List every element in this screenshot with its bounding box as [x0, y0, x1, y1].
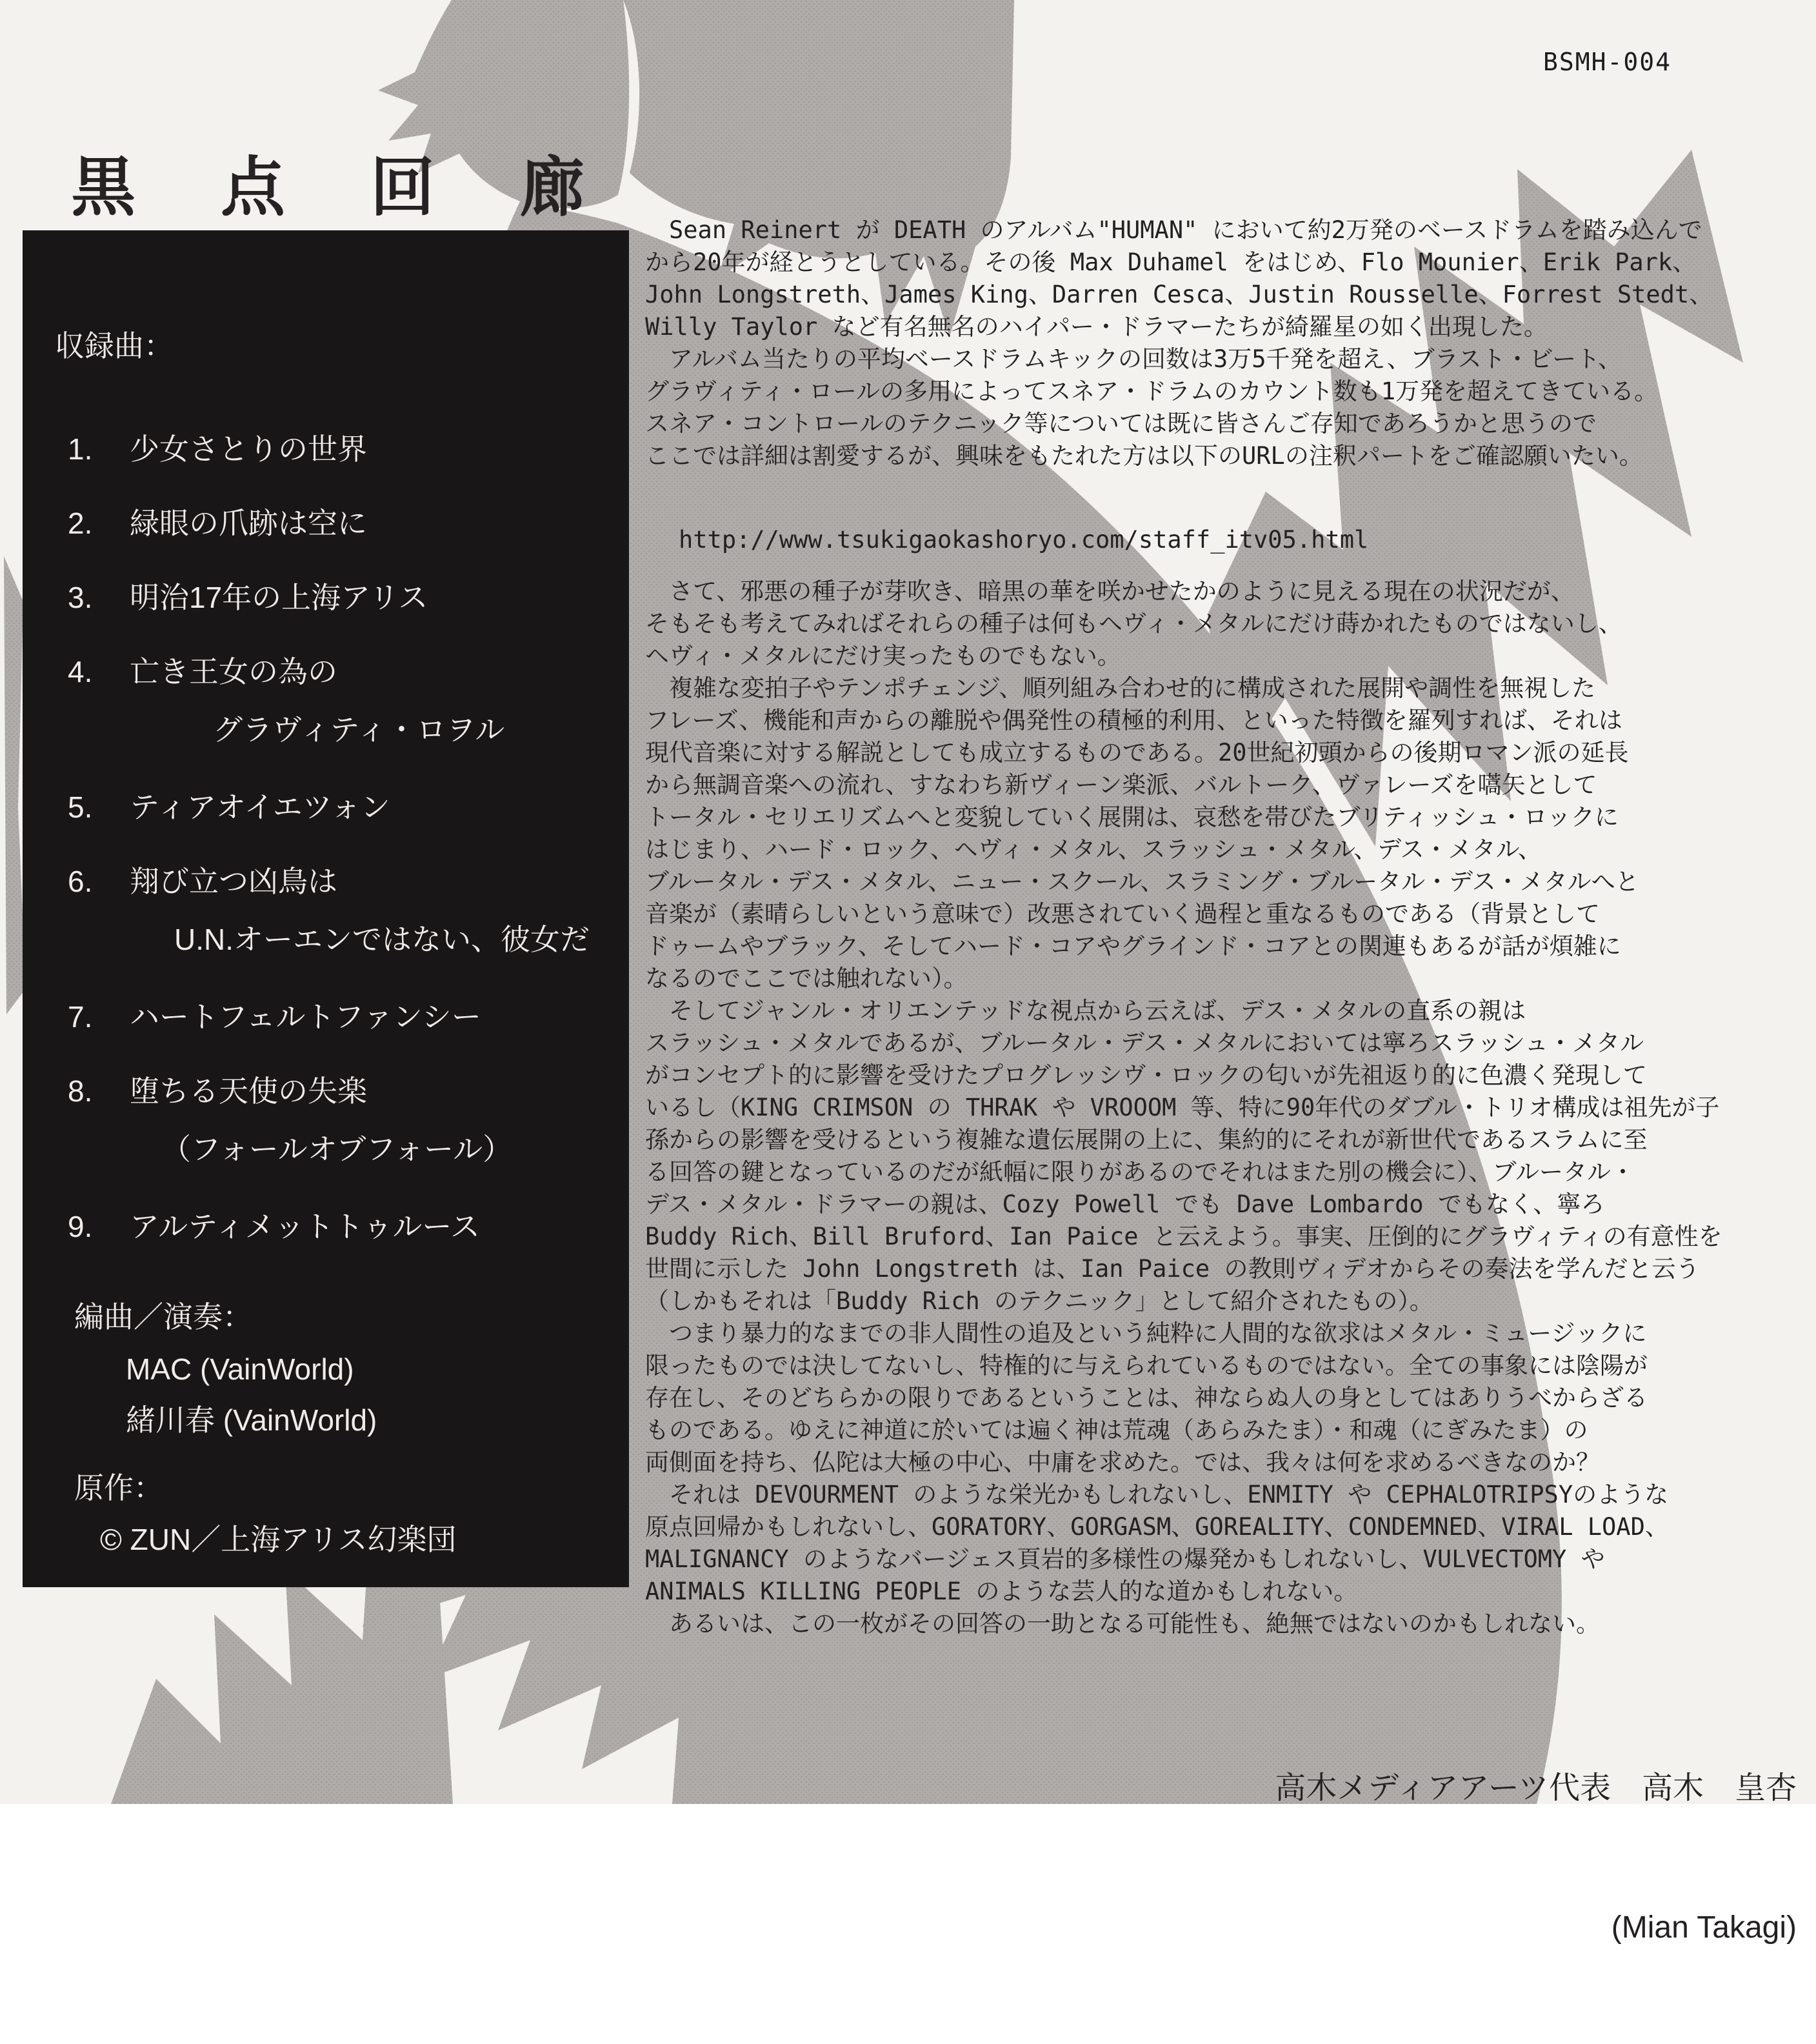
text-line: 原点回帰かもしれないし、GORATORY、GORGASM、GOREALITY、CONDEMNED、VIRAL LOAD、 — [645, 1513, 1669, 1541]
track-row — [68, 784, 390, 827]
text-line: いるし（KING CRIMSON の THRAK や VROOOM 等、特に90年代のダブル・トリオ構成は祖先が子 — [645, 1094, 1720, 1121]
text-line: グラヴィティ・ロールの多用によってスネア・ドラムのカウント数も1万発を超えてきている。 — [645, 377, 1658, 405]
text-line: 世間に示した John Longstreth は、Ian Paice の教則ヴィデオからその奏法を学んだと云う — [645, 1255, 1700, 1283]
reference-url: http://www.tsukigaokashoryo.com/staff_itv05.html — [679, 526, 1369, 554]
signature — [1275, 1672, 1797, 2044]
performer: 緒川春 (VainWorld) — [126, 1403, 377, 1437]
track-number: 8. — [68, 1074, 93, 1108]
text-line: （しかもそれは「Buddy Rich のテクニック」として紹介されたもの）。 — [645, 1287, 1433, 1315]
liner-notes-paragraph-1 — [645, 214, 1713, 472]
track-number: 3. — [68, 581, 93, 614]
track-row — [68, 574, 428, 617]
text-line: アルバム当たりの平均ベースドラムキックの回数は3万5千発を超え、ブラスト・ビート、 — [645, 345, 1622, 373]
track-row — [68, 426, 367, 468]
text-line: から20年が経とうとしている。その後 Max Duhamel をはじめ、Flo Mounier、Erik Park、 — [645, 248, 1697, 276]
tracklist-heading: 収録曲： — [55, 329, 174, 363]
track-row — [68, 1068, 367, 1110]
track-title: 堕ちる天使の失楽 — [130, 1074, 367, 1108]
track-number: 4. — [68, 655, 93, 688]
text-line: Buddy Rich、Bill Bruford、Ian Paice と云えよう。事実、圧倒的にグラヴィティの有意性を — [645, 1223, 1722, 1250]
track-number: 7. — [68, 1000, 93, 1034]
track-number: 9. — [68, 1210, 93, 1243]
album-title: 黒 点 回 廊 — [71, 152, 595, 224]
track-row — [68, 858, 337, 901]
track-title: 翔び立つ凶鳥は — [130, 865, 337, 898]
performer: MAC (VainWorld) — [126, 1352, 354, 1386]
tracklist-panel — [23, 230, 629, 1587]
track-number: 1. — [68, 432, 93, 466]
text-line: る回答の鍵となっているのだが紙幅に限りがあるのでそれはまた別の機会に）、ブルータル・ — [645, 1158, 1635, 1186]
text-line: あるいは、この一枚がその回答の一助となる可能性も、絶無ではないのかもしれない。 — [645, 1610, 1600, 1638]
text-line: 孫からの影響を受けるという複雑な遺伝展開の上に、集約的にそれが新世代であるスラムに至 — [645, 1126, 1648, 1154]
text-line: 限ったものでは決してないし、特権的に与えられているものではない。全ての事象には陰陽が — [645, 1352, 1648, 1379]
track-title: 緑眼の爪跡は空に — [130, 506, 367, 540]
track-title: ティアオイエツォン — [130, 790, 390, 824]
text-line: はじまり、ハード・ロック、ヘヴィ・メタル、スラッシュ・メタル、デス・メタル、 — [645, 836, 1542, 863]
signature-name-jp: 高木メディアアーツ代表 高木 皇杏 — [1275, 1771, 1797, 1805]
track-title-continuation: グラヴィティ・ロヲル — [213, 713, 505, 746]
original-work-credit: © ZUN／上海アリス幻楽団 — [100, 1523, 457, 1556]
track-row — [68, 648, 337, 691]
text-line: トータル・セリエリズムへと変貌していく展開は、哀愁を帯びたブリティッシュ・ロックに — [645, 803, 1619, 831]
text-line: 両側面を持ち、仏陀は大極の中心、中庸を求めた。では、我々は何を求めるべきなのか？ — [645, 1448, 1600, 1476]
text-line: さて、邪悪の種子が芽吹き、暗黒の華を咲かせたかのように見える現在の状況だが、 — [645, 577, 1575, 605]
text-line: MALIGNANCY のようなバージェス頁岩的多様性の爆発かもしれないし、VULVECTOMY や — [645, 1545, 1605, 1573]
text-line: ここでは詳細は割愛するが、興味をもたれた方は以下のURLの注釈パートをご確認願いたい。 — [645, 442, 1643, 470]
track-title-continuation: （フォールオブフォール） — [161, 1132, 513, 1166]
signature-name-romaji: (Mian Takagi) — [1611, 1910, 1797, 1945]
text-line: スラッシュ・メタルであるが、ブルータル・デス・メタルにおいては寧ろスラッシュ・メタル — [645, 1029, 1644, 1057]
track-title: 少女さとりの世界 — [130, 432, 367, 466]
text-line: 存在し、そのどちらかの限りであるということは、神ならぬ人の身としてはありうべからざる — [645, 1384, 1648, 1412]
liner-notes-paragraph-2 — [645, 576, 1722, 1640]
text-line: John Longstreth、James King、Darren Cesca、Justin Rousselle、Forrest Stedt、 — [645, 281, 1713, 308]
track-title: 明治17年の上海アリス — [130, 581, 428, 614]
text-line: ドゥームやブラック、そしてハード・コアやグラインド・コアとの関連もあるが話が煩雑に — [645, 932, 1621, 960]
track-row — [68, 500, 367, 543]
track-title: 亡き王女の為の — [130, 655, 337, 688]
text-line: つまり暴力的なまでの非人間性の追及という純粋に人間的な欲求はメタル・ミュージックに — [645, 1319, 1647, 1347]
text-line: 現代音楽に対する解説としても成立するものである。20世紀初頭からの後期ロマン派の延長 — [645, 739, 1629, 766]
track-number: 5. — [68, 790, 93, 824]
text-line: ヘヴィ・メタルにだけ実ったものでもない。 — [645, 642, 1121, 670]
track-title: アルティメットトゥルース — [130, 1210, 481, 1243]
original-work-heading: 原作： — [74, 1471, 163, 1505]
track-number: 6. — [68, 865, 93, 898]
text-line: から無調音楽への流れ、すなわち新ヴィーン楽派、バルトーク、ヴァレーズを嚆矢として — [645, 771, 1597, 799]
track-title-continuation: U.N.オーエンではない、彼女だ — [174, 923, 590, 956]
text-line: ものである。ゆえに神道に於いては遍く神は荒魂（あらみたま）・和魂（にぎみたま）の — [645, 1416, 1588, 1444]
text-line: ANIMALS KILLING PEOPLE のような芸人的な道かもしれない。 — [645, 1578, 1358, 1605]
track-row — [68, 1203, 480, 1246]
text-line: がコンセプト的に影響を受けたプログレッシヴ・ロックの匂いが先祖返り的に色濃く発現して — [645, 1061, 1647, 1089]
text-line: Sean Reinert が DEATH のアルバム"HUMAN" において約2万発のベースドラムを踏み込んで — [645, 216, 1702, 244]
text-line: スネア・コントロールのテクニック等については既に皆さんご存知であろうかと思うので — [645, 410, 1597, 437]
text-line: そもそも考えてみればそれらの種子は何もヘヴィ・メタルにだけ蒔かれたものではないし、 — [645, 610, 1622, 637]
track-row — [68, 994, 481, 1036]
catalog-number: BSMH-004 — [1543, 48, 1672, 76]
text-line: 複雑な変拍子やテンポチェンジ、順列組み合わせ的に構成された展開や調性を無視した — [645, 674, 1596, 702]
track-title: ハートフェルトファンシー — [130, 1000, 481, 1034]
text-line: そしてジャンル・オリエンテッドな視点から云えば、デス・メタルの直系の親は — [645, 997, 1526, 1025]
text-line: デス・メタル・ドラマーの親は、Cozy Powell でも Dave Lombardo でもなく、寧ろ — [645, 1190, 1605, 1218]
text-line: ブルータル・デス・メタル、ニュー・スクール、スラミング・ブルータル・デス・メタルへと — [645, 868, 1639, 896]
text-line: 音楽が（素晴らしいという意味で）改悪されていく過程と重なるものである（背景として — [645, 900, 1600, 928]
text-line: Willy Taylor など有名無名のハイパー・ドラマーたちが綺羅星の如く出現した。 — [645, 313, 1548, 341]
text-line: なるのでここでは触れない）。 — [645, 965, 968, 992]
text-line: フレーズ、機能和声からの離脱や偶発性の積極的利用、といった特徴を羅列すれば、それは — [645, 706, 1622, 734]
arrangement-credits-heading: 編曲／演奏： — [74, 1300, 252, 1334]
text-line: それは DEVOURMENT のような栄光かもしれないし、ENMITY や CEPHALOTRIPSYのような — [645, 1481, 1669, 1508]
track-number: 2. — [68, 506, 93, 540]
